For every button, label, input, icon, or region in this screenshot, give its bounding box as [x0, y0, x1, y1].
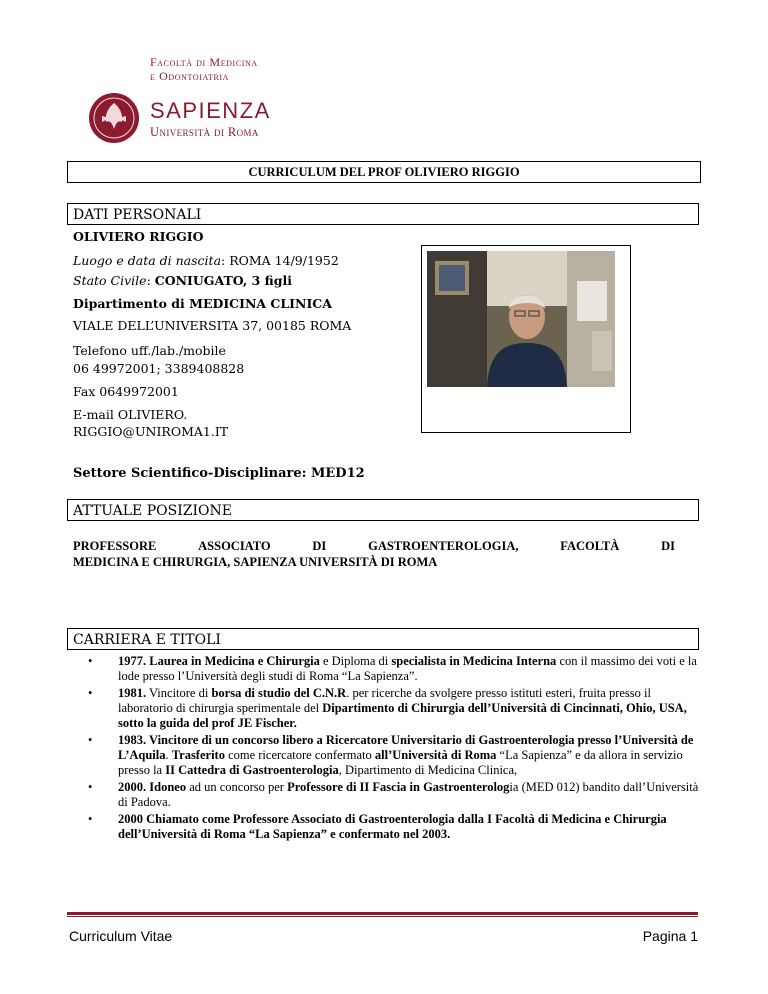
career-text: e Diploma di — [319, 654, 392, 668]
birth-label: Luogo e data di nascita — [73, 253, 222, 268]
career-bold: Professore di II Fascia in Gastroenterolog — [287, 780, 510, 794]
position-line-1 — [73, 538, 675, 554]
section-heading-career: CARRIERA E TITOLI — [67, 628, 699, 650]
footer-divider — [67, 912, 698, 915]
brand-subtitle: Università di Roma — [150, 125, 259, 139]
footer-divider-thin — [67, 916, 698, 917]
document-title: CURRICULUM DEL PROF OLIVIERO RIGGIO — [67, 161, 701, 183]
career-text: con il massimo dei voti e la lode presso l’Università degli studi di Roma “La Sapienza”. — [118, 654, 697, 683]
fax: Fax 0649972001 — [73, 384, 179, 399]
phone-label: Telefono uff./lab./mobile — [73, 343, 226, 358]
faculty-line-1: Facoltà di Medicina — [150, 55, 258, 69]
career-text: “La Sapienza” e da allora in servizio presso la — [118, 748, 683, 777]
position-word: FACOLTÀ — [560, 539, 620, 553]
faculty-line-2: e Odontoiatria — [150, 69, 230, 83]
career-text: . per ricerche da svolgere presso istituti esteri, fruita presso il laboratorio di chirurgia sperimentale del — [118, 686, 651, 715]
section-heading-personal: DATI PERSONALI — [67, 203, 699, 225]
career-text: ad un concorso per — [186, 780, 288, 794]
department-value: MEDICINA CLINICA — [189, 296, 332, 311]
portrait-frame — [421, 245, 631, 433]
email-line-1: E-mail OLIVIERO. — [73, 407, 188, 422]
career-bold: 1977. Laurea in Medicina e Chirurgia — [118, 654, 320, 668]
address: VIALE DELL’UNIVERSITA 37, 00185 ROMA — [73, 318, 352, 333]
portrait-photo — [427, 251, 615, 387]
career-item — [118, 733, 703, 778]
career-bold: all’Università di Roma — [374, 748, 497, 762]
brand-name: SAPIENZA — [150, 98, 271, 123]
department-prefix: Dipartimento di — [73, 296, 190, 311]
career-bold: borsa di studio del C.N.R — [211, 686, 347, 700]
career-item — [118, 654, 703, 684]
phone-value: 06 49972001; 3389408828 — [73, 361, 245, 376]
career-bold: 2000 Chiamato come Professore Associato di Gastroenterologia dalla I Facoltà di Medicina e Chirurgia dell’Università di Roma “La Sapienza” e confermato nel 2003. — [118, 812, 667, 841]
position-word: PROFESSORE — [73, 539, 157, 553]
career-text: come ricercatore confermato — [224, 748, 375, 762]
career-bold: Dipartimento di Chirurgia dell’Università di Cincinnati, Ohio, USA, sotto la guida del prof JE Fischer. — [118, 701, 687, 730]
department — [73, 296, 332, 311]
position-text — [73, 538, 675, 570]
position-word: ASSOCIATO — [198, 539, 271, 553]
position-line-2: MEDICINA E CHIRURGIA, SAPIENZA UNIVERSITÀ DI ROMA — [73, 555, 438, 569]
email-line-2: RIGGIO@UNIROMA1.IT — [73, 424, 229, 439]
position-word: DI — [312, 539, 327, 553]
section-heading-position: ATTUALE POSIZIONE — [67, 499, 699, 521]
career-text: . — [165, 748, 172, 762]
position-word: GASTROENTEROLOGIA, — [368, 539, 519, 553]
career-text: , Dipartimento di Medicina Clinica, — [338, 763, 518, 777]
career-bold: Trasferito — [171, 748, 225, 762]
faculty-name — [150, 55, 258, 83]
page-number: Pagina 1 — [642, 928, 698, 944]
birth-info — [73, 253, 339, 268]
scientific-sector: Settore Scientifico-Disciplinare: MED12 — [73, 466, 365, 481]
civil-label: Stato Civile — [73, 273, 147, 288]
career-item — [118, 780, 703, 810]
career-bold: 1981. — [118, 686, 147, 700]
career-text: ia (MED 012) bandito dall’Università di Padova. — [118, 780, 699, 809]
career-item — [118, 812, 703, 842]
person-name: OLIVIERO RIGGIO — [73, 229, 204, 244]
footer-label: Curriculum Vitae — [69, 928, 173, 944]
birth-value: : ROMA 14/9/1952 — [221, 253, 339, 268]
position-word: DI — [661, 539, 675, 553]
career-item — [118, 686, 703, 731]
career-bold: II Cattedra di Gastroenterologia — [165, 763, 339, 777]
career-bold: 2000. Idoneo — [118, 780, 187, 794]
career-text: Vincitore di — [146, 686, 212, 700]
career-bold: 1983. Vincitore di un concorso libero a Ricercatore Universitario di Gastroenterologia presso l’Università de L’Aquila — [118, 733, 694, 762]
civil-sep: : — [146, 273, 155, 288]
sapienza-seal-logo — [88, 92, 140, 144]
civil-value: CONIUGATO, 3 figli — [154, 273, 293, 288]
career-list — [73, 654, 703, 844]
civil-status — [73, 273, 292, 288]
career-bold: specialista in Medicina Interna — [391, 654, 557, 668]
